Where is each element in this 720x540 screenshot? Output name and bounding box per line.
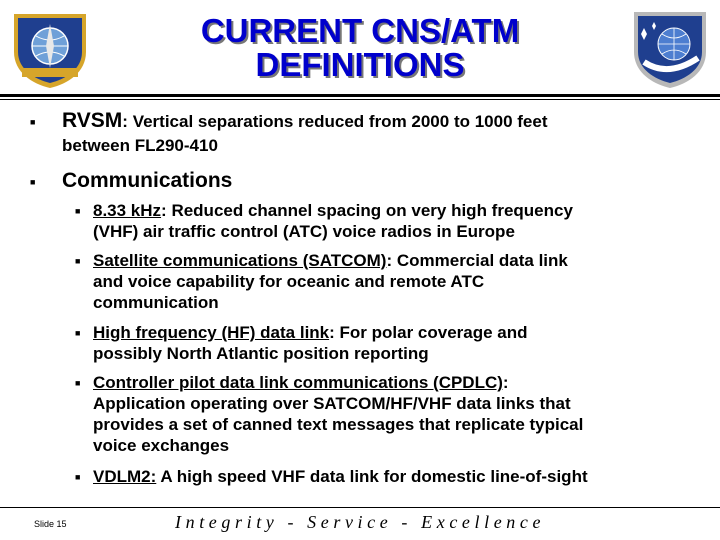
bullet-rvsm: RVSM: Vertical separations reduced from 2000 to 1000 feet — [62, 109, 548, 132]
square-bullet-icon: ■ — [75, 206, 81, 216]
slide-number: Slide 15 — [34, 519, 67, 529]
footer-motto: Integrity - Service - Excellence — [175, 512, 546, 532]
bullet-communications: Communications — [62, 169, 233, 192]
sub-bullet-vdlm2: VDLM2: A high speed VHF data link for domestic line-of-sight — [93, 467, 588, 486]
sub-bullet-hf-data-link: High frequency (HF) data link: For polar coverage and possibly North Atlantic position reporting — [93, 323, 528, 363]
title-divider-thin — [0, 99, 720, 100]
bullet-rvsm-line2: between FL290-410 — [62, 136, 218, 155]
footer-divider — [0, 507, 720, 508]
square-bullet-icon: ■ — [30, 177, 36, 187]
square-bullet-icon: ■ — [30, 117, 36, 127]
page-title: CURRENT CNS/ATM DEFINITIONS — [200, 12, 520, 83]
square-bullet-icon: ■ — [75, 328, 81, 338]
square-bullet-icon: ■ — [75, 472, 81, 482]
sub-bullet-833khz: 8.33 kHz: Reduced channel spacing on very high frequency (VHF) air traffic control (ATC) voice radios in Europe — [93, 201, 573, 241]
square-bullet-icon: ■ — [75, 378, 81, 388]
sub-bullet-cpdlc: Controller pilot data link communications (CPDLC): Application operating over SATCOM/HF/VHF data links that provides a set of canned text messages that replicate typical voice exchanges — [93, 373, 584, 455]
title-divider — [0, 94, 720, 97]
square-bullet-icon: ■ — [75, 256, 81, 266]
sub-bullet-satcom: Satellite communications (SATCOM): Commercial data link and voice capability for oceanic and remote ATC communication — [93, 251, 568, 312]
